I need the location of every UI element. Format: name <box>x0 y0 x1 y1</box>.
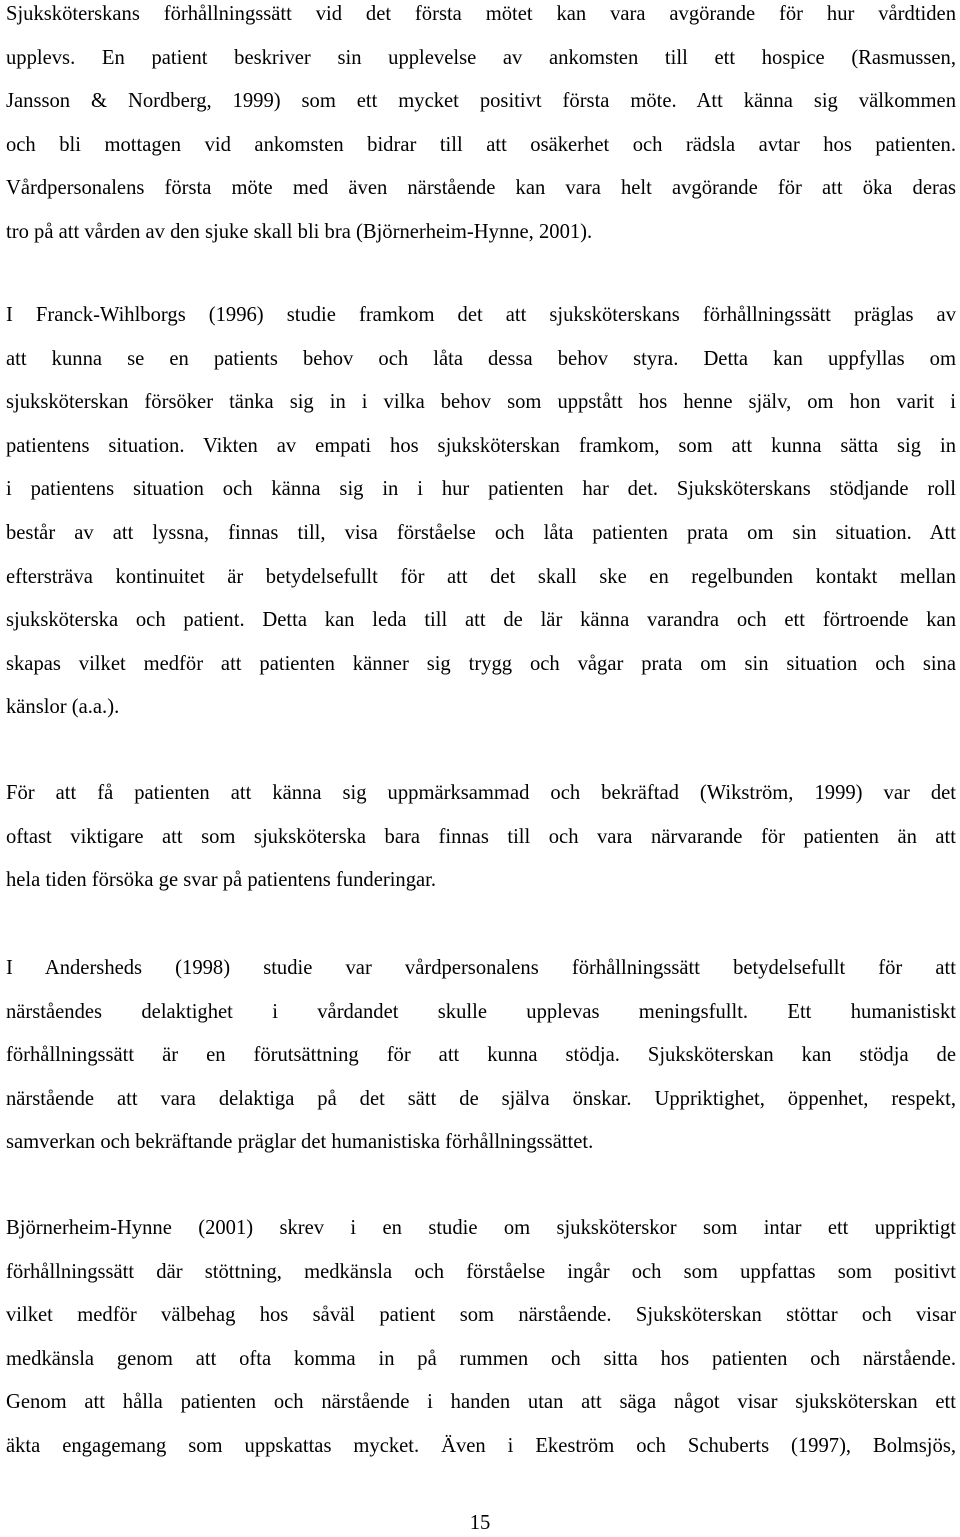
paragraph-4 <box>6 947 956 1165</box>
paragraph-5 <box>6 1207 956 1469</box>
text-line: Vårdpersonalens första möte med även närstående kan vara helt avgörande för att öka deras <box>6 177 956 200</box>
page-number: 15 <box>469 1512 491 1534</box>
text-line: skapas vilket medför att patienten känner sig trygg och vågar prata om sin situation och sina <box>6 652 956 675</box>
text-line: består av att lyssna, finnas till, visa förståelse och låta patienten prata om sin situation. Att <box>6 521 956 544</box>
text-line: att kunna se en patients behov och låta dessa behov styra. Detta kan uppfyllas om <box>6 347 956 370</box>
text-line: I Franck-Wihlborgs (1996) studie framkom det att sjuksköterskans förhållningssätt präglas av <box>6 304 956 326</box>
text-line: närståendes delaktighet i vårdandet skulle upplevas meningsfullt. Ett humanistiskt <box>6 1000 956 1023</box>
text-line: hela tiden försöka ge svar på patientens funderingar. <box>6 869 437 892</box>
text-line: Sjuksköterskans förhållningssätt vid det första mötet kan vara avgörande för hur vårdtiden <box>6 3 956 25</box>
text-line: sjuksköterska och patient. Detta kan leda till att de lär känna varandra och ett förtroende kan <box>6 609 956 632</box>
text-line: i patientens situation och känna sig in i hur patienten har det. Sjuksköterskans stödjande roll <box>6 478 956 501</box>
text-line: äkta engagemang som uppskattas mycket. Även i Ekeström och Schuberts (1997), Bolmsjös, <box>6 1434 956 1457</box>
text-line: För att få patienten att känna sig uppmärksammad och bekräftad (Wikström, 1999) var det <box>6 782 956 804</box>
paragraph-2 <box>6 294 956 730</box>
paragraph-1 <box>6 0 956 255</box>
text-line: eftersträva kontinuitet är betydelsefullt för att det skall ske en regelbunden kontakt mellan <box>6 565 956 588</box>
text-line: förhållningssätt där stöttning, medkänsla och förståelse ingår och som uppfattas som positivt <box>6 1260 956 1283</box>
text-line: patientens situation. Vikten av empati hos sjuksköterskan framkom, som att kunna sätta sig in <box>6 434 956 457</box>
text-line: I Andersheds (1998) studie var vårdpersonalens förhållningssätt betydelsefullt för att <box>6 957 956 979</box>
paragraph-3 <box>6 772 956 903</box>
text-line: vilket medför välbehag hos såväl patient som närstående. Sjuksköterskan stöttar och visar <box>6 1304 956 1327</box>
text-line: och bli mottagen vid ankomsten bidrar till att osäkerhet och rädsla avtar hos patienten. <box>6 133 956 156</box>
text-line: Genom att hålla patienten och närstående i handen utan att säga något visar sjuksköterskan ett <box>6 1391 956 1414</box>
text-line: medkänsla genom att ofta komma in på rummen och sitta hos patienten och närstående. <box>6 1347 956 1370</box>
text-line: tro på att vården av den sjuke skall bli bra (Björnerheim-Hynne, 2001). <box>6 220 593 243</box>
text-line: känslor (a.a.). <box>6 696 120 719</box>
text-line: samverkan och bekräftande präglar det humanistiska förhållningssättet. <box>6 1131 594 1154</box>
text-line: sjuksköterskan försöker tänka sig in i vilka behov som uppstått hos henne själv, om hon varit i <box>6 391 956 414</box>
text-line: Jansson & Nordberg, 1999) som ett mycket positivt första möte. Att känna sig välkommen <box>6 90 956 113</box>
text-line: närstående att vara delaktiga på det sätt de själva önskar. Uppriktighet, öppenhet, respekt, <box>6 1087 956 1110</box>
text-line: oftast viktigare att som sjuksköterska bara finnas till och vara närvarande för patienten än att <box>6 825 956 848</box>
text-line: upplevs. En patient beskriver sin upplevelse av ankomsten till ett hospice (Rasmussen, <box>6 46 956 69</box>
text-line: förhållningssätt är en förutsättning för att kunna stödja. Sjuksköterskan kan stödja de <box>6 1044 956 1067</box>
text-line: Björnerheim-Hynne (2001) skrev i en studie om sjuksköterskor som intar ett uppriktigt <box>6 1217 956 1239</box>
